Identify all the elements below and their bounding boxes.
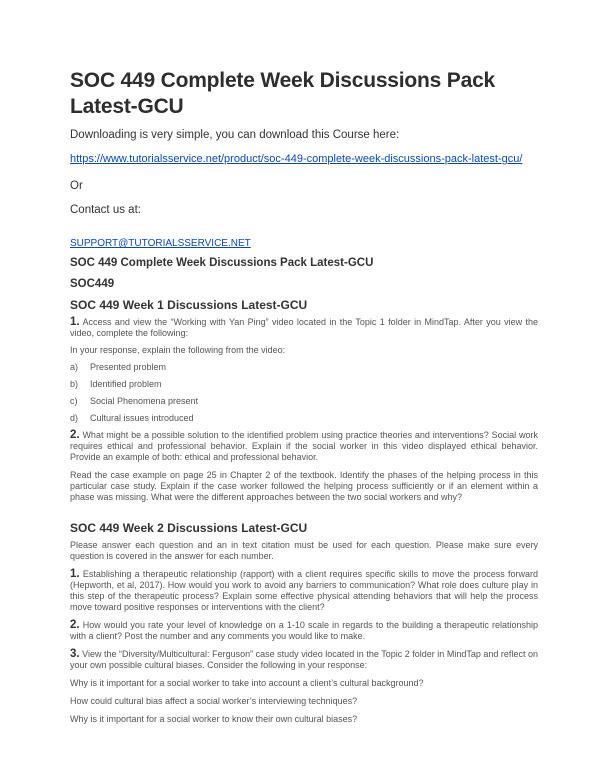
or-text: Or xyxy=(70,180,83,192)
week1-question-3: Read the case example on page 25 in Chapter 2 of the textbook. Identify the phases of the helping process in this particular case study. Explain if the case worker followed the helping process sufficiently or if an element within a phase was missing. What were the different approaches between the two social workers and why? xyxy=(70,470,538,502)
question-number: 3. xyxy=(70,648,80,660)
week2-subquestion-2: How could cultural bias affect a social worker’s interviewing techniques? xyxy=(70,696,358,706)
week2-subquestion-1: Why is it important for a social worker to take into account a client’s cultural background? xyxy=(70,678,424,688)
question-number: 2. xyxy=(70,619,80,631)
list-letter: d) xyxy=(70,413,79,423)
contact-text: Contact us at: xyxy=(70,204,141,216)
question-text: View the “Diversity/Multicultural: Ferguson” case study video located in the Topic 2 folder in MindTap and reflect on your own possible cultural biases. Consider the following in your response: xyxy=(70,649,538,670)
list-letter: c) xyxy=(70,396,78,406)
document-title: SOC 449 Complete Week Discussions Pack Latest-GCU xyxy=(70,69,496,118)
week2-instructions: Please answer each question and an in text citation must be used for each question. Please make sure every question is covered in the answer for each number. xyxy=(70,540,538,561)
list-item-text: Presented problem xyxy=(90,362,167,372)
list-letter: a) xyxy=(70,362,79,372)
week1-prompt: In your response, explain the following from the video: xyxy=(70,345,286,355)
list-item xyxy=(70,396,538,407)
week2-question-1 xyxy=(70,569,538,613)
list-item-text: Cultural issues introduced xyxy=(90,413,194,423)
question-number: 1. xyxy=(70,568,80,580)
question-text: How would you rate your level of knowledge on a 1-10 scale in regards to the building a therapeutic relationship with a client? Post the number and any comments you would like to make. xyxy=(70,620,538,641)
download-intro: Downloading is very simple, you can download this Course here: xyxy=(70,129,400,141)
question-text: Access and view the “Working with Yan Ping” video located in the Topic 1 folder in MindTap. After you view the video, complete the following: xyxy=(70,317,538,338)
week1-heading: SOC 449 Week 1 Discussions Latest-GCU xyxy=(70,298,308,312)
week1-item-list xyxy=(70,362,538,424)
question-number: 2. xyxy=(70,429,80,441)
question-number: 1. xyxy=(70,316,80,328)
course-heading: SOC 449 Complete Week Discussions Pack Latest-GCU xyxy=(70,257,374,269)
list-item xyxy=(70,379,538,390)
list-letter: b) xyxy=(70,379,79,389)
list-item-text: Social Phenomena present xyxy=(90,396,199,406)
week2-question-3 xyxy=(70,649,538,671)
list-item xyxy=(70,362,538,373)
question-text: Establishing a therapeutic relationship (rapport) with a client requires specific skills to move the process forward (Hepworth, et al, 2017). How would you work to avoid any barriers to communication? What role does culture play in this step of the therapeutic process? Explain some effective physical attending behaviors that will help the process move toward positive responses or interventions with the client? xyxy=(70,569,538,612)
week2-subquestion-3: Why is it important for a social worker to know their own cultural biases? xyxy=(70,714,358,724)
week1-question-1 xyxy=(70,317,538,339)
course-code: SOC449 xyxy=(70,278,115,290)
week1-question-2 xyxy=(70,430,538,463)
support-email-link[interactable]: SUPPORT@TUTORIALSSERVICE.NET xyxy=(70,238,251,249)
list-item-text: Identified problem xyxy=(90,379,162,389)
list-item xyxy=(70,413,538,424)
week2-heading: SOC 449 Week 2 Discussions Latest-GCU xyxy=(70,521,308,535)
week2-question-2 xyxy=(70,620,538,642)
question-text: What might be a possible solution to the identified problem using practice theories and interventions? Social work requires ethical and professional behavior. Explain if the social worker in this video displayed ethical behavior. Provide an example of both: ethical and professional behavior. xyxy=(70,430,538,462)
course-link[interactable]: https://www.tutorialsservice.net/product/soc-449-complete-week-discussions-pack-latest-gcu/ xyxy=(70,153,523,165)
